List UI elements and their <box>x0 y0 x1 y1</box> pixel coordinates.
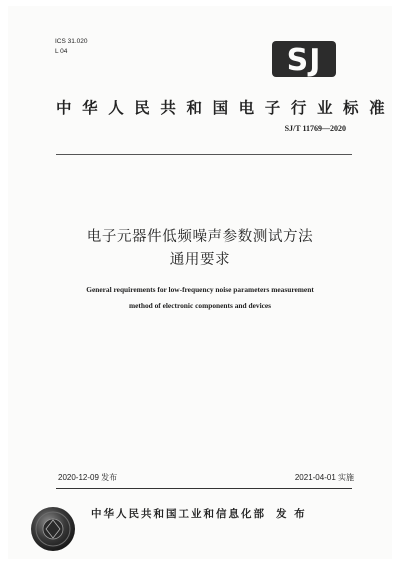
publisher-suffix: 发 布 <box>276 508 307 520</box>
publisher-line <box>91 506 307 521</box>
implementation-date: 2021-04-01 实施 <box>294 473 354 482</box>
english-title-line-1: General requirements for low-frequency noise parameters measurement <box>86 285 314 294</box>
ics-code: ICS 31.020 <box>55 38 88 45</box>
publisher-name: 中华人民共和国工业和信息化部 <box>91 508 266 520</box>
industry-standard-heading: 中 华 人 民 共 和 国 电 子 行 业 标 准 <box>56 99 388 117</box>
standard-cover-page <box>8 6 392 559</box>
standard-number-text: SJ/T 11769—2020 <box>284 124 346 133</box>
header-divider <box>56 154 352 155</box>
english-title-line-2: method of electronic components and devices <box>128 301 272 310</box>
chinese-title-line-2: 通用要求 <box>169 252 231 268</box>
footer-divider <box>56 488 352 489</box>
chinese-title-line-1: 电子元器件低频噪声参数测试方法 <box>86 229 314 245</box>
classification-codes <box>55 37 88 57</box>
sj-logo <box>271 40 337 78</box>
standard-number <box>285 124 346 133</box>
hologram-seal-icon <box>30 506 76 552</box>
publish-date: 2020-12-09 发布 <box>58 473 118 482</box>
ccs-code: L 04 <box>55 48 68 55</box>
sj-logo-letters: SJ <box>286 43 322 78</box>
